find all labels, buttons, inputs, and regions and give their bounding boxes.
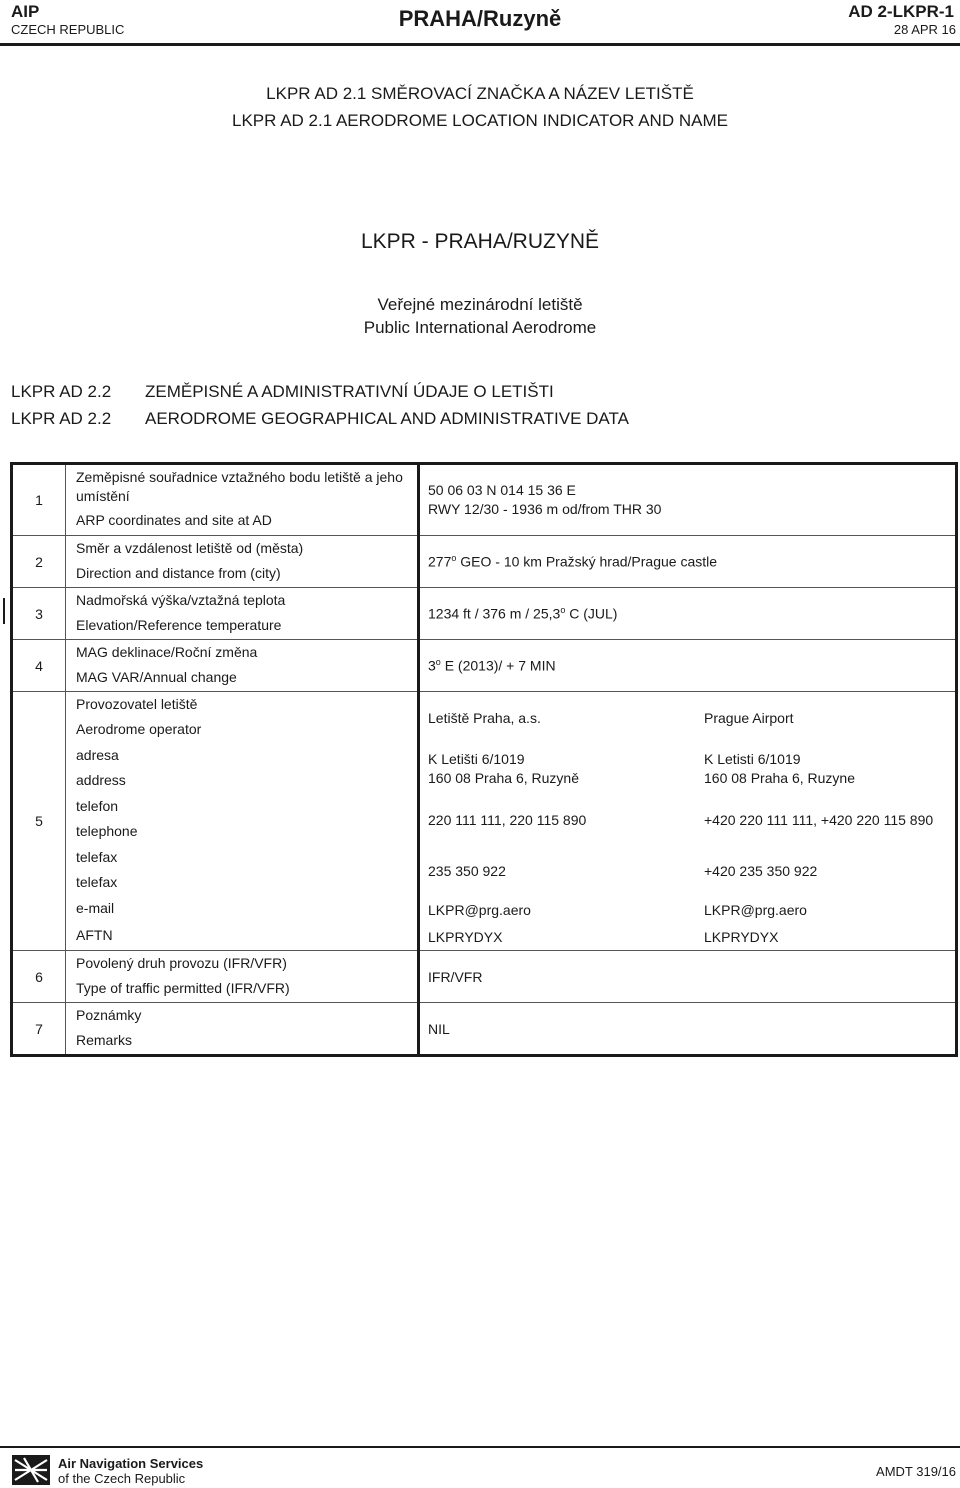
- address-cz-line2: 160 08 Praha 6, Ruzyně: [428, 769, 579, 786]
- footer-org-line1: Air Navigation Services: [58, 1456, 204, 1471]
- operator-cz: Letiště Praha, a.s.: [419, 692, 699, 744]
- traffic-type: IFR/VFR: [419, 951, 957, 1003]
- label-cz: Poznámky: [76, 1007, 142, 1023]
- telephone-cz: 220 111 111, 220 115 890: [428, 811, 587, 828]
- row-number: 5: [12, 692, 66, 951]
- amendment-change-bar: [3, 598, 5, 624]
- table-row: [12, 1003, 957, 1056]
- aip-label: AIP: [11, 2, 40, 21]
- table-row: [12, 794, 957, 845]
- label-en: Elevation/Reference temperature: [76, 617, 282, 633]
- direction-distance: 277$^o$ GEO - 10 km Pražský hrad/Prague castle: [419, 536, 957, 588]
- email-cz: LKPR@prg.aero: [428, 901, 531, 918]
- row-number: 6: [12, 951, 66, 1003]
- label-en: telefax: [76, 874, 118, 890]
- section-21-title-en: LKPR AD 2.1 AERODROME LOCATION INDICATOR AND NAME: [232, 111, 728, 130]
- table-row: [12, 588, 957, 640]
- label-cz: adresa: [76, 747, 119, 763]
- label-en: Type of traffic permitted (IFR/VFR): [76, 980, 290, 996]
- label-en: MAG VAR/Annual change: [76, 669, 237, 685]
- aerodrome-type-en: Public International Aerodrome: [363, 318, 597, 337]
- row-number: 1: [12, 464, 66, 536]
- label-cz: Provozovatel letiště: [76, 696, 198, 712]
- label-cz: Směr a vzdálenost letiště od (města): [76, 540, 304, 556]
- label-cz: Zeměpisné souřadnice vztažného bodu letiště a jeho umístění: [76, 469, 403, 504]
- label-cz: telefon: [76, 798, 119, 814]
- remarks: NIL: [419, 1003, 957, 1056]
- email-en: LKPR@prg.aero: [698, 896, 957, 923]
- label-cz: Nadmořská výška/vztažná teplota: [76, 592, 286, 608]
- table-row: [12, 951, 957, 1003]
- table-row: [12, 896, 957, 923]
- table-row: [12, 640, 957, 692]
- row-number: 3: [12, 588, 66, 640]
- footer-rule: [0, 1446, 960, 1448]
- row-number: 7: [12, 1003, 66, 1056]
- operator-en: Prague Airport: [698, 692, 957, 744]
- page-reference: AD 2-LKPR-1: [848, 2, 954, 21]
- country-label: CZECH REPUBLIC: [11, 22, 125, 37]
- address-cz-line1: K Letišti 6/1019: [428, 750, 525, 767]
- mag-variation: 3$^o$ E (2013)/ + 7 MIN: [419, 640, 957, 692]
- row-number: 4: [12, 640, 66, 692]
- table-row: [12, 923, 957, 951]
- table-row: [12, 845, 957, 896]
- telefax-en: +420 235 350 922: [698, 845, 957, 896]
- label-en: address: [76, 772, 126, 788]
- table-row: [12, 743, 957, 794]
- table-row: [12, 464, 957, 536]
- arp-site: RWY 12/30 - 1936 m od/from THR 30: [428, 501, 662, 517]
- table-row: [12, 692, 957, 744]
- section-22-code-cz: LKPR AD 2.2: [11, 382, 112, 401]
- label-cz: MAG deklinace/Roční změna: [76, 644, 258, 660]
- table-row: [12, 536, 957, 588]
- page-title: PRAHA/Ruzyně: [398, 6, 562, 31]
- telefax-cz: 235 350 922: [428, 862, 506, 879]
- arp-coordinates: 50 06 03 N 014 15 36 E: [428, 482, 576, 498]
- effective-date: 28 APR 16: [893, 22, 956, 37]
- label-en: Aerodrome operator: [76, 721, 202, 737]
- section-22-code-en: LKPR AD 2.2: [11, 409, 112, 428]
- row-number: 2: [12, 536, 66, 588]
- label-en: telephone: [76, 823, 138, 839]
- address-en-line2: 160 08 Praha 6, Ruzyne: [704, 769, 855, 786]
- aerodrome-type-cz: Veřejné mezinárodní letiště: [377, 295, 583, 314]
- label-cz: Povolený druh provozu (IFR/VFR): [76, 955, 287, 971]
- aftn-cz: LKPRYDYX: [428, 928, 503, 945]
- label: e-mail: [76, 900, 115, 916]
- section-21-title-cz: LKPR AD 2.1 SMĚROVACÍ ZNAČKA A NÁZEV LETIŠTĚ: [266, 84, 694, 103]
- label-en: ARP coordinates and site at AD: [76, 512, 272, 528]
- address-en-line1: K Letisti 6/1019: [704, 750, 801, 767]
- ans-cr-logo-icon: [12, 1455, 50, 1485]
- header-rule: [0, 43, 960, 46]
- label: AFTN: [76, 927, 113, 943]
- label-en: Remarks: [76, 1032, 133, 1048]
- section-22-title-en: AERODROME GEOGRAPHICAL AND ADMINISTRATIVE DATA: [145, 409, 629, 428]
- aftn-en: LKPRYDYX: [698, 923, 957, 951]
- aerodrome-data-table: [10, 462, 958, 1057]
- amendment-number: AMDT 319/16: [876, 1464, 956, 1479]
- telephone-en: +420 220 111 111, +420 220 115 890: [698, 794, 957, 845]
- footer-org-line2: of the Czech Republic: [58, 1471, 186, 1486]
- section-22-title-cz: ZEMĚPISNÉ A ADMINISTRATIVNÍ ÚDAJE O LETIŠTI: [145, 382, 554, 401]
- label-cz: telefax: [76, 849, 118, 865]
- aerodrome-name: LKPR - PRAHA/RUZYNĚ: [360, 230, 600, 253]
- label-en: Direction and distance from (city): [76, 565, 281, 581]
- elevation-temperature: 1234 ft / 376 m / 25,3$^o$ C (JUL): [419, 588, 957, 640]
